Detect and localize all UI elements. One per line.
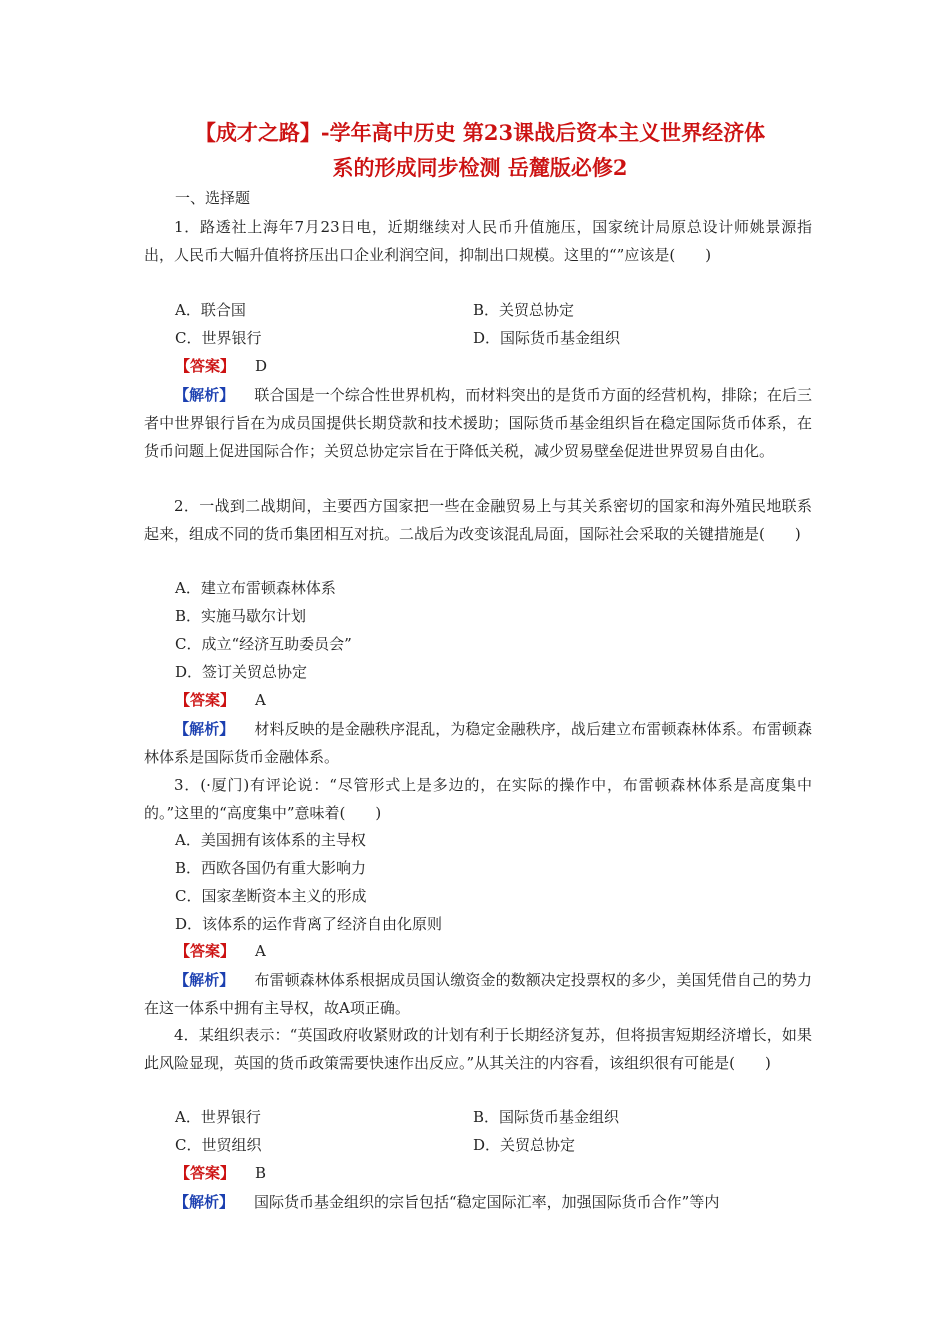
question-2-stem: 2．一战到二战期间，主要西方国家把一些在金融贸易上与其关系密切的国家和海外殖民地联系起来，组成不同的货币集团相互对抗。二战后为改变该混乱局面，国际社会采取的关键措施是( ) bbox=[144, 497, 812, 543]
q2-option-d: D．签订关贸总协定 bbox=[175, 663, 308, 681]
q4-option-c: C．世贸组织 bbox=[175, 1136, 262, 1154]
q4-option-a: A．世界银行 bbox=[175, 1108, 261, 1126]
question-3-stem: 3．(·厦门)有评论说：“尽管形式上是多边的，在实际的操作中，布雷顿森林体系是高度集中的。”这里的“高度集中”意味着( ) bbox=[144, 776, 812, 822]
q4-option-d: D．关贸总协定 bbox=[473, 1136, 576, 1154]
q3-option-a: A．美国拥有该体系的主导权 bbox=[175, 831, 366, 849]
q2-option-a: A．建立布雷顿森林体系 bbox=[175, 579, 336, 597]
answer-tag: 【答案】 bbox=[175, 1164, 236, 1182]
q2-option-c: C．成立“经济互助委员会” bbox=[175, 635, 352, 653]
q2-explanation: 【解析】 材料反映的是金融秩序混乱，为稳定金融秩序，战后建立布雷顿森林体系。布雷顿森林体系是国际货币金融体系。 bbox=[144, 720, 812, 766]
q1-option-d: D．国际货币基金组织 bbox=[473, 329, 621, 347]
answer-tag: 【答案】 bbox=[175, 691, 236, 709]
q2-option-b: B．实施马歇尔计划 bbox=[175, 607, 307, 625]
q3-option-c: C．国家垄断资本主义的形成 bbox=[175, 887, 367, 905]
answer-tag: 【答案】 bbox=[175, 357, 236, 375]
answer-tag: 【答案】 bbox=[175, 942, 236, 960]
question-1-stem: 1．路透社上海年7月23日电，近期继续对人民币升值施压，国家统计局原总设计师姚景源指出，人民币大幅升值将挤压出口企业利润空间，抑制出口规模。这里的“”应该是( ) bbox=[144, 218, 812, 264]
explain-tag: 【解析】 bbox=[174, 386, 235, 404]
q4-answer bbox=[175, 1162, 266, 1184]
q3-explanation: 【解析】 布雷顿森林体系根据成员国认缴资金的数额决定投票权的多少，美国凭借自己的势力在这一体系中拥有主导权，故A项正确。 bbox=[144, 971, 812, 1017]
explain-tag: 【解析】 bbox=[174, 720, 235, 738]
q3-answer bbox=[175, 940, 266, 962]
q3-option-b: B．西欧各国仍有重大影响力 bbox=[175, 859, 367, 877]
q1-answer bbox=[175, 355, 267, 377]
question-4-stem: 4．某组织表示：“英国政府收紧财政的计划有利于长期经济复苏，但将损害短期经济增长，如果此风险显现，英国的货币政策需要快速作出反应。”从其关注的内容看，该组织很有可能是( ) bbox=[144, 1026, 812, 1072]
q4-option-b: B．国际货币基金组织 bbox=[473, 1108, 620, 1126]
q4-explanation: 【解析】 国际货币基金组织的宗旨包括“稳定国际汇率，加强国际货币合作”等内 bbox=[174, 1193, 720, 1211]
doc-title-line-1: 【成才之路】-学年高中历史 第23课战后资本主义世界经济体 bbox=[194, 120, 766, 145]
q2-answer bbox=[175, 689, 266, 711]
q1-option-c: C．世界银行 bbox=[175, 329, 262, 347]
explain-tag: 【解析】 bbox=[174, 1193, 235, 1211]
q3-option-d: D．该体系的运作背离了经济自由化原则 bbox=[175, 915, 443, 933]
q2-answer-value: A bbox=[255, 691, 266, 709]
q1-answer-value: D bbox=[255, 357, 268, 375]
explain-tag: 【解析】 bbox=[174, 971, 235, 989]
q4-answer-value: B bbox=[255, 1164, 267, 1182]
doc-title-line-2: 系的形成同步检测 岳麓版必修2 bbox=[332, 155, 628, 180]
section-heading: 一、选择题 bbox=[175, 189, 251, 207]
q1-explanation: 【解析】 联合国是一个综合性世界机构，而材料突出的是货币方面的经营机构，排除；在后三者中世界银行旨在为成员国提供长期贷款和技术援助；国际货币基金组织旨在稳定国际货币体系，在货币问题上促进国际合作；关贸总协定宗旨在于降低关税，减少贸易壁垒促进世界贸易自由化。 bbox=[144, 386, 812, 460]
q1-option-a: A．联合国 bbox=[175, 301, 246, 319]
q3-answer-value: A bbox=[255, 942, 266, 960]
q1-option-b: B．关贸总协定 bbox=[473, 301, 575, 319]
